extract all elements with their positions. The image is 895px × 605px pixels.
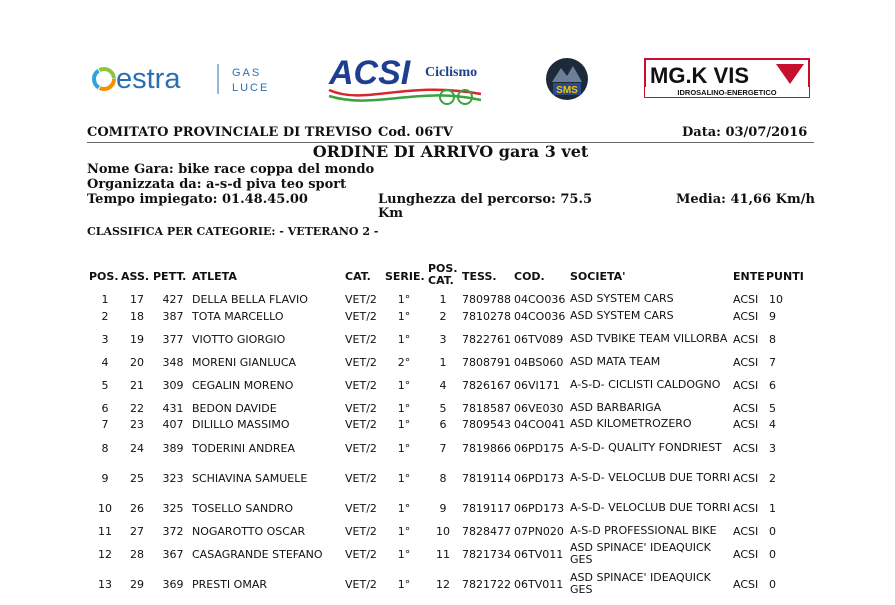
cell-pos: 9 [101, 472, 109, 485]
cell-ente: ACSI [733, 402, 759, 415]
col-pos: POS. [89, 270, 119, 283]
cell-tess: 7828477 [462, 525, 511, 538]
cell-ass: 27 [130, 525, 144, 538]
cell-societa: ASD SYSTEM CARS [570, 292, 674, 305]
col-atleta: ATLETA [192, 270, 237, 283]
cell-pett: 348 [162, 356, 184, 369]
cell-poscat: 6 [439, 418, 447, 431]
cell-atleta: DILILLO MASSIMO [192, 418, 290, 431]
cell-pett: 427 [162, 293, 184, 306]
cell-poscat: 2 [439, 310, 447, 323]
cell-serie: 1° [397, 333, 411, 346]
cell-punti: 3 [769, 442, 776, 455]
cell-cod: 06VE030 [514, 402, 564, 415]
cell-pett: 325 [162, 502, 184, 515]
cell-cat: VET/2 [345, 472, 377, 485]
cell-atleta: PRESTI OMAR [192, 578, 267, 591]
cell-ass: 20 [130, 356, 144, 369]
cell-cat: VET/2 [345, 402, 377, 415]
cell-societa: A-S-D PROFESSIONAL BIKE [570, 524, 717, 537]
cell-punti: 6 [769, 379, 776, 392]
cell-cod: 06PD175 [514, 442, 565, 455]
cell-poscat: 3 [439, 333, 447, 346]
cell-cat: VET/2 [345, 578, 377, 591]
cell-punti: 0 [769, 578, 776, 591]
col-tess: TESS. [462, 270, 497, 283]
cell-punti: 7 [769, 356, 776, 369]
cell-serie: 1° [397, 293, 411, 306]
cell-punti: 0 [769, 548, 776, 561]
cell-punti: 0 [769, 525, 776, 538]
cell-ass: 21 [130, 379, 144, 392]
cell-cat: VET/2 [345, 333, 377, 346]
cell-tess: 7819117 [462, 502, 511, 515]
cell-cat: VET/2 [345, 310, 377, 323]
col-pett: PETT. [153, 270, 187, 283]
cell-cat: VET/2 [345, 356, 377, 369]
cell-pos: 12 [98, 548, 112, 561]
cell-cod: 04BS060 [514, 356, 564, 369]
col-ente: ENTE [733, 270, 765, 283]
acsi-wordmark: ACSI [329, 54, 411, 92]
cell-pos: 13 [98, 578, 112, 591]
cell-pos: 10 [98, 502, 112, 515]
cell-poscat: 4 [439, 379, 447, 392]
cell-serie: 1° [397, 578, 411, 591]
cell-ente: ACSI [733, 442, 759, 455]
cell-tess: 7810278 [462, 310, 511, 323]
cell-pos: 4 [101, 356, 109, 369]
cell-pos: 7 [101, 418, 109, 431]
cell-poscat: 1 [439, 293, 447, 306]
cell-punti: 1 [769, 502, 776, 515]
cell-punti: 10 [769, 293, 783, 306]
cell-societa: ASD SYSTEM CARS [570, 309, 674, 322]
cell-pett: 372 [162, 525, 184, 538]
cell-societa: ASD KILOMETROZERO [570, 417, 692, 430]
cell-poscat: 11 [436, 548, 450, 561]
cell-cod: 04CO041 [514, 418, 566, 431]
cell-pett: 323 [162, 472, 184, 485]
cell-ente: ACSI [733, 502, 759, 515]
cell-cat: VET/2 [345, 525, 377, 538]
cell-ente: ACSI [733, 310, 759, 323]
cell-cod: 06TV011 [514, 578, 564, 591]
col-societa: SOCIETA' [570, 270, 626, 283]
col-punti: PUNTI [766, 270, 804, 283]
cell-cod: 04CO036 [514, 310, 566, 323]
cell-poscat: 10 [436, 525, 450, 538]
cell-serie: 2° [397, 356, 411, 369]
cell-tess: 7821722 [462, 578, 511, 591]
cell-cat: VET/2 [345, 548, 377, 561]
cell-ente: ACSI [733, 356, 759, 369]
cell-pos: 5 [101, 379, 109, 392]
estra-swirl-icon [94, 69, 114, 89]
cell-tess: 7826167 [462, 379, 511, 392]
cell-pos: 1 [101, 293, 109, 306]
sponsor-logos [0, 0, 895, 120]
race-name: Nome Gara: bike race coppa del mondo [87, 162, 375, 177]
mgk-wordmark: MG.K VIS [650, 63, 750, 88]
cell-ass: 28 [130, 548, 144, 561]
cell-tess: 7809788 [462, 293, 511, 306]
cell-atleta: TOTA MARCELLO [192, 310, 284, 323]
cell-poscat: 7 [439, 442, 447, 455]
cell-cod: 06VI171 [514, 379, 560, 392]
cell-pos: 8 [101, 442, 109, 455]
cell-tess: 7808791 [462, 356, 511, 369]
cell-cat: VET/2 [345, 442, 377, 455]
cell-ente: ACSI [733, 418, 759, 431]
cell-punti: 2 [769, 472, 776, 485]
cell-pett: 431 [162, 402, 184, 415]
cell-tess: 7821734 [462, 548, 511, 561]
cell-serie: 1° [397, 310, 411, 323]
cell-pos: 3 [101, 333, 109, 346]
col-ass: ASS. [121, 270, 150, 283]
cell-societa: A-S-D- VELOCLUB DUE TORRI [570, 501, 731, 514]
cell-serie: 1° [397, 418, 411, 431]
cell-atleta: VIOTTO GIORGIO [192, 333, 286, 346]
cell-societa: ASD SPINACE' IDEAQUICK GES [570, 541, 711, 566]
cell-ente: ACSI [733, 548, 759, 561]
cell-pett: 377 [162, 333, 184, 346]
cell-ass: 17 [130, 293, 144, 306]
cell-societa: ASD MATA TEAM [570, 355, 661, 368]
col-poscat: POS. CAT. [428, 262, 458, 287]
cell-societa: ASD BARBARIGA [570, 401, 662, 414]
cell-punti: 5 [769, 402, 776, 415]
cell-ass: 29 [130, 578, 144, 591]
race-date: Data: 03/07/2016 [682, 125, 808, 140]
cell-ass: 18 [130, 310, 144, 323]
race-average-speed: Media: 41,66 Km/h [676, 192, 815, 207]
cell-atleta: TOSELLO SANDRO [192, 502, 294, 515]
cell-pett: 389 [162, 442, 184, 455]
cell-cod: 04CO036 [514, 293, 566, 306]
svg-text:Ciclismo: Ciclismo [425, 65, 478, 80]
estra-logo [90, 58, 270, 100]
cell-atleta: TODERINI ANDREA [192, 442, 295, 455]
cell-pos: 6 [101, 402, 109, 415]
committee-code: Cod. 06TV [378, 125, 454, 140]
cell-pett: 309 [162, 379, 184, 392]
cell-ass: 19 [130, 333, 144, 346]
cell-ente: ACSI [733, 333, 759, 346]
race-time: Tempo impiegato: 01.48.45.00 [87, 192, 308, 207]
cell-poscat: 12 [436, 578, 450, 591]
cell-poscat: 1 [439, 356, 447, 369]
cell-serie: 1° [397, 548, 411, 561]
cell-atleta: NOGAROTTO OSCAR [192, 525, 306, 538]
cell-societa: A-S-D- VELOCLUB DUE TORRI [570, 471, 731, 484]
cell-tess: 7822761 [462, 333, 511, 346]
cell-ente: ACSI [733, 578, 759, 591]
cell-societa: A-S-D- QUALITY FONDRIEST [570, 441, 722, 454]
cell-punti: 8 [769, 333, 776, 346]
cell-punti: 9 [769, 310, 776, 323]
estra-wordmark: estra [116, 63, 181, 95]
cell-punti: 4 [769, 418, 776, 431]
cell-serie: 1° [397, 402, 411, 415]
cell-ente: ACSI [733, 472, 759, 485]
cell-ente: ACSI [733, 379, 759, 392]
svg-text:LUCE: LUCE [232, 82, 270, 94]
committee-name: COMITATO PROVINCIALE DI TREVISO [87, 125, 372, 140]
cell-cat: VET/2 [345, 379, 377, 392]
col-cod: COD. [514, 270, 545, 283]
cell-poscat: 8 [439, 472, 447, 485]
svg-text:SMS: SMS [556, 85, 578, 96]
cell-societa: ASD SPINACE' IDEAQUICK GES [570, 571, 711, 596]
cell-serie: 1° [397, 472, 411, 485]
cell-pos: 2 [101, 310, 109, 323]
cell-tess: 7819114 [462, 472, 511, 485]
cell-tess: 7809543 [462, 418, 511, 431]
cell-pett: 407 [162, 418, 184, 431]
cell-cat: VET/2 [345, 502, 377, 515]
cell-serie: 1° [397, 379, 411, 392]
cell-atleta: CEGALIN MORENO [192, 379, 294, 392]
cell-atleta: SCHIAVINA SAMUELE [192, 472, 308, 485]
cell-cat: VET/2 [345, 418, 377, 431]
cell-cod: 06TV011 [514, 548, 564, 561]
cell-ass: 25 [130, 472, 144, 485]
cell-atleta: BEDON DAVIDE [192, 402, 277, 415]
cell-pos: 11 [98, 525, 112, 538]
cell-serie: 1° [397, 502, 411, 515]
cell-ass: 24 [130, 442, 144, 455]
cell-ente: ACSI [733, 293, 759, 306]
cell-serie: 1° [397, 442, 411, 455]
svg-text:IDROSALINO-ENERGETICO: IDROSALINO-ENERGETICO [677, 88, 777, 97]
svg-text:GAS: GAS [232, 67, 262, 79]
cell-societa: A-S-D- CICLISTI CALDOGNO [570, 378, 721, 391]
cell-societa: ASD TVBIKE TEAM VILLORBA [570, 332, 728, 345]
acsi-ciclismo-logo [325, 50, 485, 106]
race-length: Lunghezza del percorso: 75.5 [378, 192, 593, 207]
page-title: ORDINE DI ARRIVO gara 3 vet [312, 142, 589, 161]
cell-cod: 06PD173 [514, 502, 565, 515]
mgk-vis-logo [644, 58, 810, 98]
cell-cod: 07PN020 [514, 525, 564, 538]
col-cat: CAT. [345, 270, 371, 283]
cell-serie: 1° [397, 525, 411, 538]
col-serie: SERIE. [385, 270, 425, 283]
cell-cod: 06TV089 [514, 333, 564, 346]
race-length-unit: Km [378, 206, 404, 221]
cell-pett: 367 [162, 548, 184, 561]
cell-pett: 387 [162, 310, 184, 323]
sms-logo [544, 56, 590, 102]
cell-cat: VET/2 [345, 293, 377, 306]
cell-ass: 22 [130, 402, 144, 415]
classification-category: CLASSIFICA PER CATEGORIE: - VETERANO 2 - [87, 225, 379, 238]
cell-poscat: 9 [439, 502, 447, 515]
cell-ass: 26 [130, 502, 144, 515]
cell-pett: 369 [162, 578, 184, 591]
cell-atleta: MORENI GIANLUCA [192, 356, 297, 369]
cell-tess: 7818587 [462, 402, 511, 415]
cell-ente: ACSI [733, 525, 759, 538]
cell-atleta: CASAGRANDE STEFANO [192, 548, 323, 561]
cell-tess: 7819866 [462, 442, 511, 455]
race-organizer: Organizzata da: a-s-d piva teo sport [87, 177, 347, 192]
cell-cod: 06PD173 [514, 472, 565, 485]
cell-poscat: 5 [439, 402, 447, 415]
cell-atleta: DELLA BELLA FLAVIO [192, 293, 308, 306]
cell-ass: 23 [130, 418, 144, 431]
